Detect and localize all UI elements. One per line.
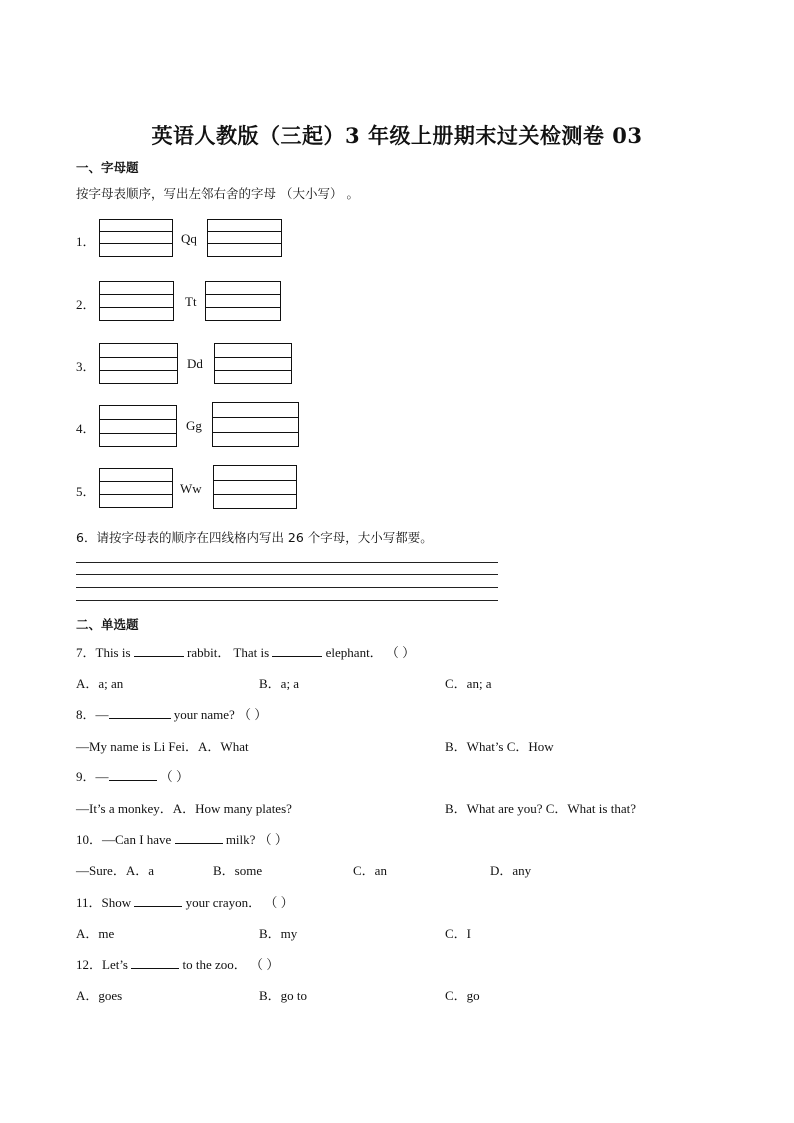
option-c[interactable]: C．go — [445, 988, 480, 1003]
question-text: 9．— — [76, 769, 109, 784]
item-number: 5． — [76, 484, 96, 499]
letter-label: Tt — [185, 294, 197, 309]
letter-label: Qq — [181, 231, 197, 246]
section-heading-letters: 一、字母题 — [76, 160, 139, 175]
question-text: （ ） — [159, 769, 190, 784]
question-6-text: 6．请按字母表的顺序在四线格内写出 26 个字母，大小写都要。 — [76, 530, 433, 545]
answer-blank[interactable] — [272, 644, 322, 657]
four-line-grid-left[interactable] — [99, 405, 177, 447]
question-text: milk? （ ） — [225, 832, 288, 847]
question-text: your crayon． （ ） — [185, 895, 294, 910]
question-text: your name? （ ） — [173, 707, 268, 722]
question-text: elephant． （ ） — [325, 645, 416, 660]
answer-blank[interactable] — [109, 768, 157, 781]
options-b-c[interactable]: B．What’s C．How — [445, 739, 554, 754]
option-c[interactable]: C．an; a — [445, 676, 492, 691]
options-b-c[interactable]: B．What are you? C．What is that? — [445, 801, 636, 816]
item-number: 4． — [76, 421, 96, 436]
four-line-grid-right[interactable] — [213, 465, 297, 509]
letter-label: Gg — [186, 418, 202, 433]
item-number: 2． — [76, 297, 96, 312]
instruction-text: 按字母表顺序，写出左邻右舍的字母 （大小写） 。 — [76, 186, 359, 201]
section-heading-choice: 二、单选题 — [76, 617, 139, 632]
writing-line[interactable] — [76, 600, 498, 601]
four-line-grid-right[interactable] — [212, 402, 299, 447]
question-text: 12．Let’s — [76, 957, 128, 972]
option-b[interactable]: B．my — [259, 926, 298, 941]
option-c[interactable]: C．I — [445, 926, 472, 941]
option-a[interactable]: A．me — [76, 926, 115, 941]
answer-blank[interactable] — [109, 706, 171, 719]
question-8 — [76, 704, 267, 723]
four-line-grid-left[interactable] — [99, 281, 174, 321]
option-b[interactable]: B．go to — [259, 988, 308, 1003]
writing-line[interactable] — [76, 574, 498, 575]
option-a[interactable]: A．goes — [76, 988, 123, 1003]
answer-blank[interactable] — [175, 831, 223, 844]
question-9 — [76, 766, 189, 785]
option-d[interactable]: D．any — [490, 863, 532, 878]
item-number: 1． — [76, 234, 96, 249]
page-title: 英语人教版（三起）3 年级上册期末过关检测卷 03 — [151, 123, 643, 148]
question-text: 11．Show — [76, 895, 132, 910]
question-text: 8．— — [76, 707, 109, 722]
option-b[interactable]: B．a; a — [259, 676, 300, 691]
question-7 — [76, 642, 415, 661]
answer-line-with-option-a[interactable]: —It’s a monkey．A．How many plates? — [76, 801, 292, 816]
question-10 — [76, 829, 288, 848]
question-text: 7．This is — [76, 645, 131, 660]
answer-line-with-option-a[interactable]: —My name is Li Fei．A．What — [76, 739, 249, 754]
four-line-grid-left[interactable] — [99, 219, 173, 257]
question-text: 10．—Can I have — [76, 832, 172, 847]
four-line-grid-right[interactable] — [205, 281, 281, 321]
option-b[interactable]: B．some — [213, 863, 263, 878]
option-c[interactable]: C．an — [353, 863, 387, 878]
item-number: 3． — [76, 359, 96, 374]
answer-blank[interactable] — [131, 956, 179, 969]
question-text: rabbit． That is — [187, 645, 270, 660]
four-line-grid-right[interactable] — [207, 219, 282, 257]
four-line-grid-left[interactable] — [99, 343, 178, 384]
question-text: to the zoo． （ ） — [182, 957, 280, 972]
four-line-grid-right[interactable] — [214, 343, 292, 384]
question-11 — [76, 892, 294, 911]
writing-line[interactable] — [76, 587, 498, 588]
letter-label: Ww — [180, 481, 202, 496]
answer-line-with-option-a[interactable]: —Sure．A．a — [76, 863, 154, 878]
letter-label: Dd — [187, 356, 203, 371]
answer-blank[interactable] — [134, 894, 182, 907]
option-a[interactable]: A．a; an — [76, 676, 124, 691]
question-12 — [76, 954, 279, 973]
four-line-grid-left[interactable] — [99, 468, 173, 508]
answer-blank[interactable] — [134, 644, 184, 657]
writing-line[interactable] — [76, 562, 498, 563]
